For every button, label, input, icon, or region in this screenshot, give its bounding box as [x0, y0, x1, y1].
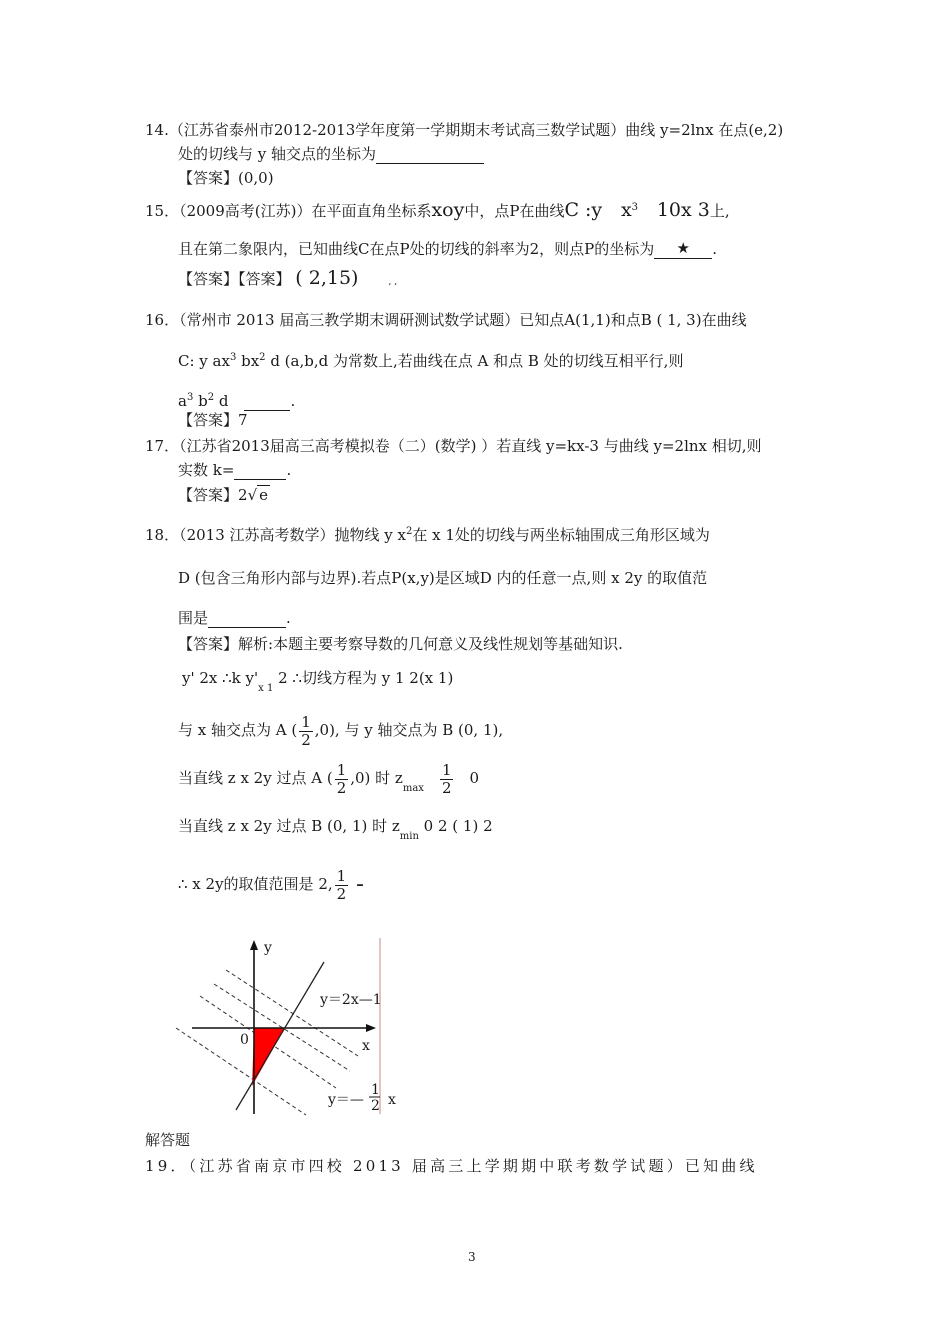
q14-line2: 处的切线与 y 轴交点的坐标为 [178, 144, 484, 164]
tangent-line [236, 962, 324, 1110]
level-line-label-den: 2 [371, 1098, 380, 1114]
q18-line1: 18．（2013 江苏高考数学）抛物线 y $x^2$在 x 1处的切线与两坐标轴围成三角形区域为 [145, 526, 710, 544]
solution-step-2: 与 x 轴交点为 A ( $\frac{1}{2}$ ,0), 与 y 轴交点为 B (0, 1), [178, 712, 504, 749]
q16-line2: C: y $ax^3$ $bx^2$ d (a,b,d 为常数上,若曲线在点 A 和点 B 处的切线互相平行,则 [178, 352, 684, 370]
q17-line1: 17．（江苏省2013届高三高考模拟卷（二）(数学) ）若直线 y=kx-3 与曲线 y=2lnx 相切,则 [145, 437, 762, 455]
answer-blank [376, 163, 484, 164]
answer-blank [234, 479, 286, 480]
q16-answer: 【答案】7 [178, 411, 248, 429]
q14-answer: 【答案】(0,0) [178, 169, 274, 187]
section-heading: 解答题 [145, 1131, 191, 1149]
level-line-label: y＝— [328, 1092, 364, 1108]
answer-blank [208, 627, 286, 628]
q19-line1: 19．（江苏省南京市四校 2013 届高三上学期期中联考数学试题）已知曲线 [145, 1157, 758, 1175]
x-axis-label: x [362, 1038, 370, 1054]
level-line-label-num: 1 [371, 1082, 380, 1098]
q18-line2: D (包含三角形内部与边界).若点P(x,y)是区域D 内的任意一点,则 x 2y 的取值范 [178, 569, 708, 587]
fraction-half: $\frac{1}{2}$ [336, 866, 347, 903]
answer-blank [244, 390, 290, 411]
origin-label: 0 [240, 1032, 249, 1048]
solution-step-5: ∴ x 2y的取值范围是 2, $\frac{1}{2}$ – [178, 866, 364, 903]
fraction-half: $\frac{1}{2}$ [301, 712, 311, 749]
q17-line2: 实数 k= . [178, 461, 292, 479]
page-number: 3 [468, 1250, 476, 1264]
level-line-label-x: x [388, 1092, 396, 1108]
fraction-half: $\frac{1}{2}$ [336, 760, 347, 797]
q16-line1: 16．（常州市 2013 届高三教学期末调研测试数学试题）已知点A(1,1)和点B ( 1, 3)在曲线 [145, 311, 747, 329]
solution-step-3: 当直线 z x 2y 过点 A ( $\frac{1}{2}$ ,0) 时 $z_{max}$ $\frac{1}{2}$ 0 [178, 760, 480, 797]
tangent-line-label: y＝2x—1 [320, 992, 382, 1008]
fraction-half: $\frac{1}{2}$ [441, 760, 452, 797]
q18-line3: 围是 . [178, 609, 291, 627]
q16-line3: $a^3$ $b^2$ d . [178, 392, 296, 410]
q15-line2: 且在第二象限内，已知曲线C在点P处的切线的斜率为2，则点P的坐标为 ★ . [178, 239, 717, 258]
y-axis-arrow-icon [250, 940, 258, 950]
x-axis-arrow-icon [366, 1024, 376, 1032]
region-graph [172, 932, 422, 1122]
q17-answer: 【答案】2√ e [178, 486, 269, 504]
star-icon: ★ [676, 239, 690, 257]
y-axis-label: y [264, 940, 272, 956]
solution-step-4: 当直线 z x 2y 过点 B (0, 1) 时 $z_{min}$ 0 2 ( 1) 2 [178, 817, 493, 842]
q15-answer: 【答案】【答案】 ( 2,15) , , [178, 267, 398, 289]
q18-answer: 【答案】解析:本题主要考察导数的几何意义及线性规划等基础知识. [178, 635, 623, 653]
q14-line1: 14.（江苏省泰州市2012-2013学年度第一学期期末考试高三数学试题）曲线 y=2lnx 在点(e,2) [145, 121, 784, 139]
solution-step-1: y' 2x ∴k $y'_{x 1}$ 2 ∴切线方程为 y 1 2(x 1) [182, 669, 454, 694]
q15-line1: 15．（2009高考(江苏)）在平面直角坐标系xoy中，点P在曲线C :y $x^3$ 10x 3上, [145, 199, 730, 221]
